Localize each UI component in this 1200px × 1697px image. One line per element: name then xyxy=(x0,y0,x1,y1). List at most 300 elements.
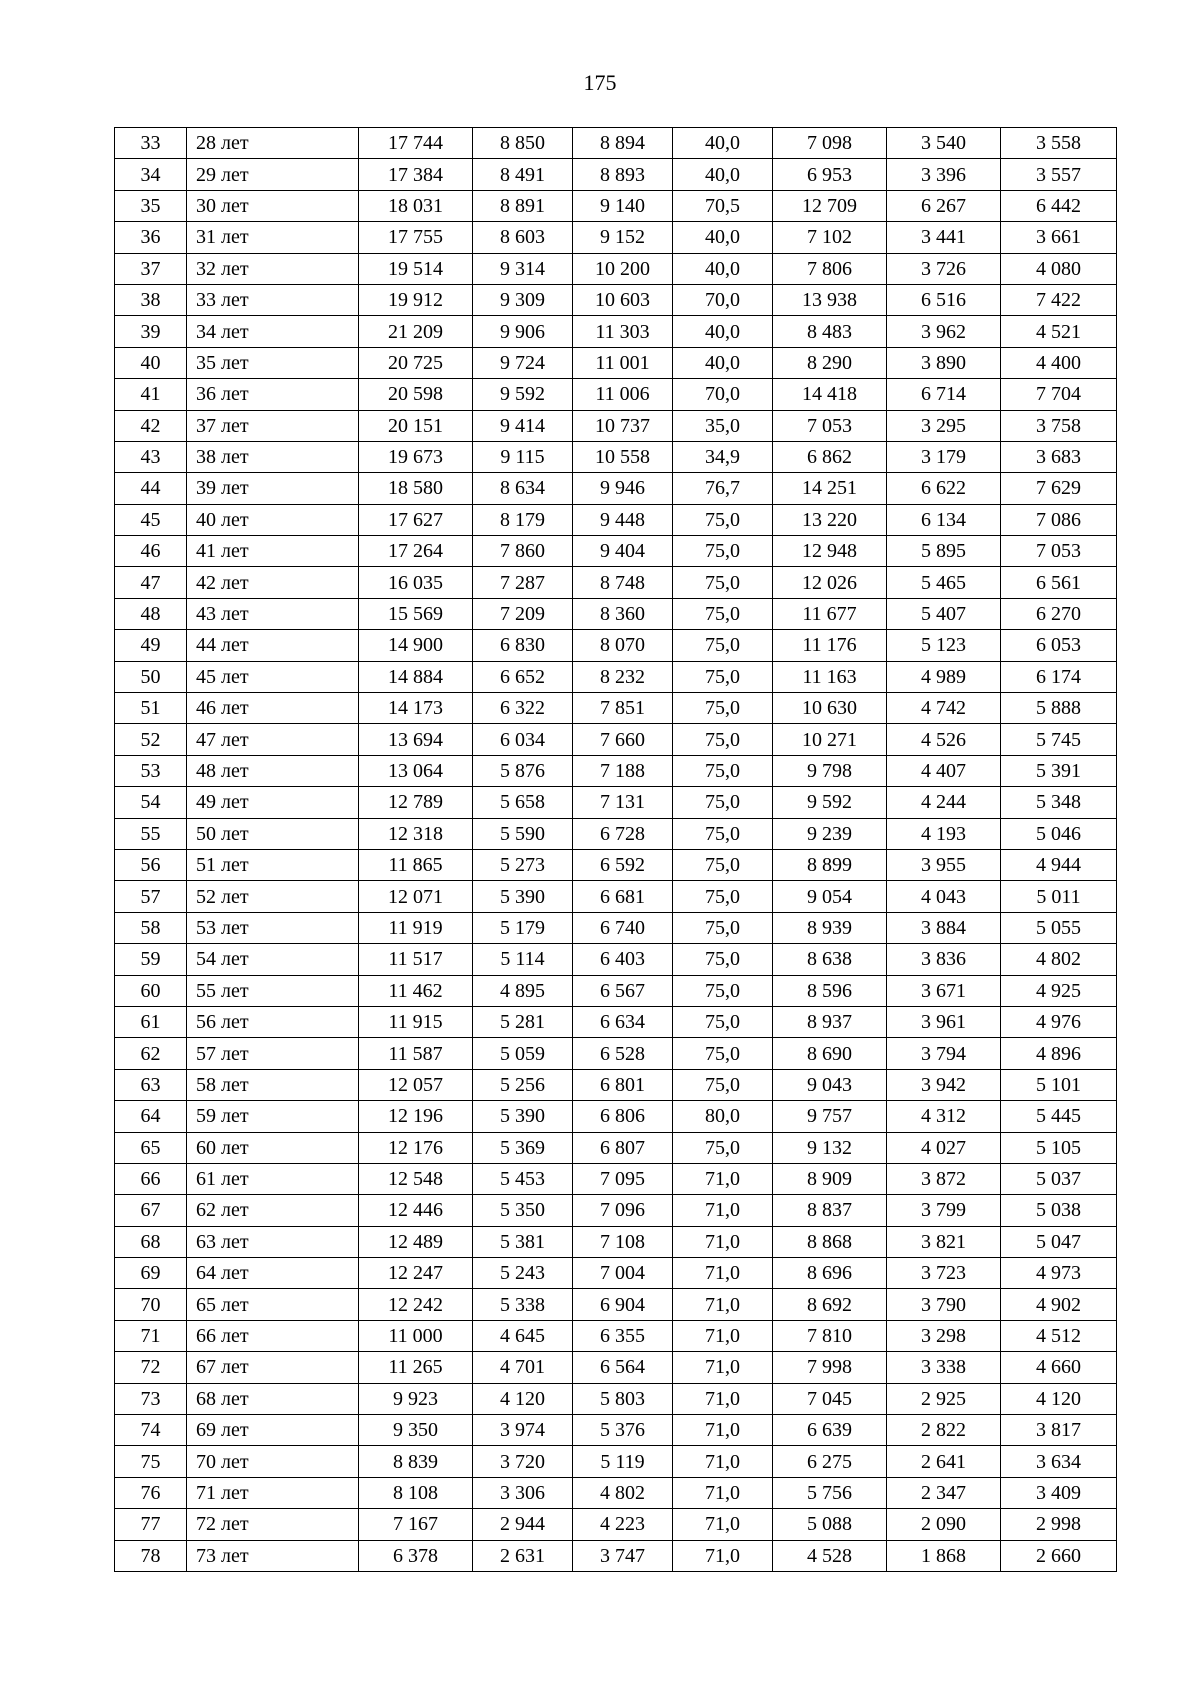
value-cell: 3 794 xyxy=(887,1038,1001,1069)
value-cell: 11 000 xyxy=(359,1320,473,1351)
table-row xyxy=(115,128,1117,159)
value-cell: 6 714 xyxy=(887,379,1001,410)
value-cell: 6 639 xyxy=(773,1415,887,1446)
table-row xyxy=(115,975,1117,1006)
value-cell: 71,0 xyxy=(673,1258,773,1289)
age-cell: 49 лет xyxy=(187,787,359,818)
value-cell: 9 115 xyxy=(473,441,573,472)
row-number-cell: 45 xyxy=(115,504,187,535)
row-number-cell: 64 xyxy=(115,1101,187,1132)
value-cell: 12 071 xyxy=(359,881,473,912)
value-cell: 10 603 xyxy=(573,284,673,315)
value-cell: 4 526 xyxy=(887,724,1001,755)
value-cell: 9 132 xyxy=(773,1132,887,1163)
value-cell: 7 209 xyxy=(473,598,573,629)
row-number-cell: 57 xyxy=(115,881,187,912)
row-number-cell: 50 xyxy=(115,661,187,692)
value-cell: 6 634 xyxy=(573,1006,673,1037)
age-cell: 45 лет xyxy=(187,661,359,692)
value-cell: 6 134 xyxy=(887,504,1001,535)
value-cell: 75,0 xyxy=(673,944,773,975)
value-cell: 4 973 xyxy=(1001,1258,1117,1289)
value-cell: 6 270 xyxy=(1001,598,1117,629)
value-cell: 71,0 xyxy=(673,1383,773,1414)
value-cell: 12 789 xyxy=(359,787,473,818)
value-cell: 11 163 xyxy=(773,661,887,692)
value-cell: 3 298 xyxy=(887,1320,1001,1351)
value-cell: 3 720 xyxy=(473,1446,573,1477)
value-cell: 3 558 xyxy=(1001,128,1117,159)
value-cell: 75,0 xyxy=(673,661,773,692)
value-cell: 71,0 xyxy=(673,1289,773,1320)
value-cell: 7 108 xyxy=(573,1226,673,1257)
table-row xyxy=(115,1258,1117,1289)
table-row xyxy=(115,1509,1117,1540)
value-cell: 6 403 xyxy=(573,944,673,975)
value-cell: 75,0 xyxy=(673,598,773,629)
value-cell: 19 673 xyxy=(359,441,473,472)
value-cell: 75,0 xyxy=(673,849,773,880)
value-cell: 4 742 xyxy=(887,693,1001,724)
value-cell: 4 989 xyxy=(887,661,1001,692)
row-number-cell: 42 xyxy=(115,410,187,441)
value-cell: 2 944 xyxy=(473,1509,573,1540)
value-cell: 3 747 xyxy=(573,1540,673,1571)
table-row xyxy=(115,1006,1117,1037)
value-cell: 8 483 xyxy=(773,316,887,347)
value-cell: 2 822 xyxy=(887,1415,1001,1446)
value-cell: 8 937 xyxy=(773,1006,887,1037)
age-cell: 31 лет xyxy=(187,222,359,253)
value-cell: 14 884 xyxy=(359,661,473,692)
row-number-cell: 43 xyxy=(115,441,187,472)
row-number-cell: 69 xyxy=(115,1258,187,1289)
table-row xyxy=(115,1101,1117,1132)
table-row xyxy=(115,473,1117,504)
value-cell: 5 101 xyxy=(1001,1069,1117,1100)
value-cell: 4 902 xyxy=(1001,1289,1117,1320)
value-cell: 7 806 xyxy=(773,253,887,284)
value-cell: 75,0 xyxy=(673,504,773,535)
age-cell: 68 лет xyxy=(187,1383,359,1414)
value-cell: 5 381 xyxy=(473,1226,573,1257)
table-row xyxy=(115,1195,1117,1226)
value-cell: 8 108 xyxy=(359,1477,473,1508)
value-cell: 11 303 xyxy=(573,316,673,347)
value-cell: 8 839 xyxy=(359,1446,473,1477)
value-cell: 3 790 xyxy=(887,1289,1001,1320)
row-number-cell: 39 xyxy=(115,316,187,347)
value-cell: 3 557 xyxy=(1001,159,1117,190)
value-cell: 3 540 xyxy=(887,128,1001,159)
value-cell: 75,0 xyxy=(673,1038,773,1069)
value-cell: 3 961 xyxy=(887,1006,1001,1037)
value-cell: 7 086 xyxy=(1001,504,1117,535)
row-number-cell: 47 xyxy=(115,567,187,598)
age-cell: 44 лет xyxy=(187,630,359,661)
table-row xyxy=(115,536,1117,567)
value-cell: 5 273 xyxy=(473,849,573,880)
table-row xyxy=(115,849,1117,880)
value-cell: 3 974 xyxy=(473,1415,573,1446)
row-number-cell: 58 xyxy=(115,912,187,943)
age-cell: 47 лет xyxy=(187,724,359,755)
row-number-cell: 44 xyxy=(115,473,187,504)
value-cell: 8 290 xyxy=(773,347,887,378)
value-cell: 3 817 xyxy=(1001,1415,1117,1446)
value-cell: 9 404 xyxy=(573,536,673,567)
value-cell: 5 123 xyxy=(887,630,1001,661)
value-cell: 17 627 xyxy=(359,504,473,535)
value-cell: 8 696 xyxy=(773,1258,887,1289)
value-cell: 5 745 xyxy=(1001,724,1117,755)
value-cell: 2 347 xyxy=(887,1477,1001,1508)
value-cell: 9 239 xyxy=(773,818,887,849)
row-number-cell: 67 xyxy=(115,1195,187,1226)
value-cell: 3 441 xyxy=(887,222,1001,253)
table-row xyxy=(115,284,1117,315)
value-cell: 70,0 xyxy=(673,284,773,315)
value-cell: 8 692 xyxy=(773,1289,887,1320)
value-cell: 17 755 xyxy=(359,222,473,253)
data-table xyxy=(114,127,1117,1572)
value-cell: 4 512 xyxy=(1001,1320,1117,1351)
table-row xyxy=(115,159,1117,190)
age-cell: 51 лет xyxy=(187,849,359,880)
value-cell: 3 890 xyxy=(887,347,1001,378)
value-cell: 6 652 xyxy=(473,661,573,692)
table-row xyxy=(115,347,1117,378)
row-number-cell: 46 xyxy=(115,536,187,567)
value-cell: 8 850 xyxy=(473,128,573,159)
age-cell: 60 лет xyxy=(187,1132,359,1163)
value-cell: 1 868 xyxy=(887,1540,1001,1571)
table-row xyxy=(115,567,1117,598)
value-cell: 5 658 xyxy=(473,787,573,818)
value-cell: 6 592 xyxy=(573,849,673,880)
value-cell: 3 409 xyxy=(1001,1477,1117,1508)
value-cell: 71,0 xyxy=(673,1540,773,1571)
age-cell: 73 лет xyxy=(187,1540,359,1571)
value-cell: 4 080 xyxy=(1001,253,1117,284)
value-cell: 6 904 xyxy=(573,1289,673,1320)
value-cell: 7 188 xyxy=(573,755,673,786)
value-cell: 12 176 xyxy=(359,1132,473,1163)
age-cell: 69 лет xyxy=(187,1415,359,1446)
table-row xyxy=(115,504,1117,535)
value-cell: 71,0 xyxy=(673,1226,773,1257)
age-cell: 67 лет xyxy=(187,1352,359,1383)
value-cell: 5 011 xyxy=(1001,881,1117,912)
value-cell: 4 802 xyxy=(1001,944,1117,975)
value-cell: 3 872 xyxy=(887,1163,1001,1194)
value-cell: 75,0 xyxy=(673,1132,773,1163)
row-number-cell: 52 xyxy=(115,724,187,755)
table-row xyxy=(115,1415,1117,1446)
value-cell: 5 391 xyxy=(1001,755,1117,786)
value-cell: 4 400 xyxy=(1001,347,1117,378)
table-row xyxy=(115,1477,1117,1508)
row-number-cell: 75 xyxy=(115,1446,187,1477)
table-row xyxy=(115,1320,1117,1351)
value-cell: 7 422 xyxy=(1001,284,1117,315)
value-cell: 9 906 xyxy=(473,316,573,347)
value-cell: 4 120 xyxy=(1001,1383,1117,1414)
value-cell: 14 251 xyxy=(773,473,887,504)
table-row xyxy=(115,630,1117,661)
value-cell: 4 802 xyxy=(573,1477,673,1508)
value-cell: 6 728 xyxy=(573,818,673,849)
value-cell: 9 350 xyxy=(359,1415,473,1446)
value-cell: 3 726 xyxy=(887,253,1001,284)
value-cell: 4 521 xyxy=(1001,316,1117,347)
value-cell: 8 891 xyxy=(473,190,573,221)
age-cell: 64 лет xyxy=(187,1258,359,1289)
table-row xyxy=(115,1132,1117,1163)
value-cell: 9 314 xyxy=(473,253,573,284)
value-cell: 7 098 xyxy=(773,128,887,159)
value-cell: 3 683 xyxy=(1001,441,1117,472)
value-cell: 3 758 xyxy=(1001,410,1117,441)
value-cell: 9 414 xyxy=(473,410,573,441)
value-cell: 6 953 xyxy=(773,159,887,190)
value-cell: 3 799 xyxy=(887,1195,1001,1226)
age-cell: 57 лет xyxy=(187,1038,359,1069)
value-cell: 5 465 xyxy=(887,567,1001,598)
value-cell: 3 338 xyxy=(887,1352,1001,1383)
age-cell: 36 лет xyxy=(187,379,359,410)
value-cell: 5 756 xyxy=(773,1477,887,1508)
value-cell: 2 925 xyxy=(887,1383,1001,1414)
row-number-cell: 78 xyxy=(115,1540,187,1571)
value-cell: 5 390 xyxy=(473,881,573,912)
value-cell: 8 491 xyxy=(473,159,573,190)
value-cell: 9 946 xyxy=(573,473,673,504)
value-cell: 71,0 xyxy=(673,1446,773,1477)
age-cell: 62 лет xyxy=(187,1195,359,1226)
value-cell: 6 740 xyxy=(573,912,673,943)
value-cell: 12 026 xyxy=(773,567,887,598)
value-cell: 10 200 xyxy=(573,253,673,284)
value-cell: 5 590 xyxy=(473,818,573,849)
value-cell: 13 694 xyxy=(359,724,473,755)
value-cell: 12 446 xyxy=(359,1195,473,1226)
table-row xyxy=(115,1163,1117,1194)
value-cell: 14 900 xyxy=(359,630,473,661)
table-row xyxy=(115,190,1117,221)
age-cell: 59 лет xyxy=(187,1101,359,1132)
age-cell: 41 лет xyxy=(187,536,359,567)
value-cell: 71,0 xyxy=(673,1320,773,1351)
value-cell: 71,0 xyxy=(673,1415,773,1446)
table-row xyxy=(115,1352,1117,1383)
value-cell: 4 120 xyxy=(473,1383,573,1414)
value-cell: 5 390 xyxy=(473,1101,573,1132)
value-cell: 8 179 xyxy=(473,504,573,535)
age-cell: 28 лет xyxy=(187,128,359,159)
age-cell: 55 лет xyxy=(187,975,359,1006)
value-cell: 18 031 xyxy=(359,190,473,221)
value-cell: 10 630 xyxy=(773,693,887,724)
value-cell: 20 725 xyxy=(359,347,473,378)
age-cell: 34 лет xyxy=(187,316,359,347)
value-cell: 5 038 xyxy=(1001,1195,1117,1226)
value-cell: 4 976 xyxy=(1001,1006,1117,1037)
value-cell: 9 152 xyxy=(573,222,673,253)
value-cell: 5 179 xyxy=(473,912,573,943)
value-cell: 2 660 xyxy=(1001,1540,1117,1571)
value-cell: 75,0 xyxy=(673,1069,773,1100)
value-cell: 5 055 xyxy=(1001,912,1117,943)
value-cell: 9 724 xyxy=(473,347,573,378)
value-cell: 7 810 xyxy=(773,1320,887,1351)
value-cell: 8 899 xyxy=(773,849,887,880)
value-cell: 3 723 xyxy=(887,1258,1001,1289)
row-number-cell: 70 xyxy=(115,1289,187,1320)
age-cell: 71 лет xyxy=(187,1477,359,1508)
value-cell: 7 045 xyxy=(773,1383,887,1414)
page-number: 175 xyxy=(583,70,617,95)
value-cell: 6 567 xyxy=(573,975,673,1006)
value-cell: 14 173 xyxy=(359,693,473,724)
value-cell: 10 558 xyxy=(573,441,673,472)
value-cell: 4 027 xyxy=(887,1132,1001,1163)
table-row xyxy=(115,410,1117,441)
row-number-cell: 65 xyxy=(115,1132,187,1163)
value-cell: 4 244 xyxy=(887,787,1001,818)
value-cell: 15 569 xyxy=(359,598,473,629)
row-number-cell: 61 xyxy=(115,1006,187,1037)
value-cell: 75,0 xyxy=(673,724,773,755)
value-cell: 8 837 xyxy=(773,1195,887,1226)
value-cell: 12 242 xyxy=(359,1289,473,1320)
age-cell: 46 лет xyxy=(187,693,359,724)
value-cell: 13 938 xyxy=(773,284,887,315)
age-cell: 53 лет xyxy=(187,912,359,943)
table-row xyxy=(115,1446,1117,1477)
value-cell: 7 102 xyxy=(773,222,887,253)
value-cell: 11 587 xyxy=(359,1038,473,1069)
row-number-cell: 73 xyxy=(115,1383,187,1414)
value-cell: 4 193 xyxy=(887,818,1001,849)
value-cell: 5 803 xyxy=(573,1383,673,1414)
value-cell: 40,0 xyxy=(673,159,773,190)
value-cell: 4 895 xyxy=(473,975,573,1006)
value-cell: 4 896 xyxy=(1001,1038,1117,1069)
value-cell: 7 096 xyxy=(573,1195,673,1226)
value-cell: 5 350 xyxy=(473,1195,573,1226)
value-cell: 12 318 xyxy=(359,818,473,849)
value-cell: 34,9 xyxy=(673,441,773,472)
value-cell: 4 701 xyxy=(473,1352,573,1383)
value-cell: 6 622 xyxy=(887,473,1001,504)
value-cell: 5 281 xyxy=(473,1006,573,1037)
value-cell: 4 645 xyxy=(473,1320,573,1351)
value-cell: 8 232 xyxy=(573,661,673,692)
value-cell: 40,0 xyxy=(673,316,773,347)
age-cell: 35 лет xyxy=(187,347,359,378)
value-cell: 8 603 xyxy=(473,222,573,253)
value-cell: 8 596 xyxy=(773,975,887,1006)
value-cell: 7 131 xyxy=(573,787,673,818)
value-cell: 20 598 xyxy=(359,379,473,410)
value-cell: 4 528 xyxy=(773,1540,887,1571)
value-cell: 75,0 xyxy=(673,881,773,912)
age-cell: 50 лет xyxy=(187,818,359,849)
value-cell: 71,0 xyxy=(673,1509,773,1540)
value-cell: 6 174 xyxy=(1001,661,1117,692)
value-cell: 8 909 xyxy=(773,1163,887,1194)
age-cell: 52 лет xyxy=(187,881,359,912)
value-cell: 11 517 xyxy=(359,944,473,975)
age-cell: 40 лет xyxy=(187,504,359,535)
age-cell: 37 лет xyxy=(187,410,359,441)
value-cell: 12 489 xyxy=(359,1226,473,1257)
age-cell: 42 лет xyxy=(187,567,359,598)
value-cell: 12 948 xyxy=(773,536,887,567)
table-row xyxy=(115,1383,1117,1414)
value-cell: 8 748 xyxy=(573,567,673,598)
value-cell: 7 287 xyxy=(473,567,573,598)
value-cell: 75,0 xyxy=(673,1006,773,1037)
value-cell: 8 360 xyxy=(573,598,673,629)
value-cell: 3 661 xyxy=(1001,222,1117,253)
table-row xyxy=(115,693,1117,724)
table-row xyxy=(115,316,1117,347)
value-cell: 5 046 xyxy=(1001,818,1117,849)
row-number-cell: 56 xyxy=(115,849,187,880)
value-cell: 5 348 xyxy=(1001,787,1117,818)
value-cell: 4 312 xyxy=(887,1101,1001,1132)
value-cell: 6 053 xyxy=(1001,630,1117,661)
value-cell: 5 256 xyxy=(473,1069,573,1100)
row-number-cell: 76 xyxy=(115,1477,187,1508)
table-row xyxy=(115,787,1117,818)
value-cell: 6 355 xyxy=(573,1320,673,1351)
value-cell: 3 821 xyxy=(887,1226,1001,1257)
value-cell: 5 114 xyxy=(473,944,573,975)
row-number-cell: 49 xyxy=(115,630,187,661)
row-number-cell: 35 xyxy=(115,190,187,221)
row-number-cell: 53 xyxy=(115,755,187,786)
value-cell: 8 939 xyxy=(773,912,887,943)
value-cell: 11 919 xyxy=(359,912,473,943)
value-cell: 8 893 xyxy=(573,159,673,190)
value-cell: 71,0 xyxy=(673,1195,773,1226)
value-cell: 12 196 xyxy=(359,1101,473,1132)
value-cell: 6 801 xyxy=(573,1069,673,1100)
value-cell: 7 004 xyxy=(573,1258,673,1289)
value-cell: 21 209 xyxy=(359,316,473,347)
value-cell: 10 271 xyxy=(773,724,887,755)
value-cell: 17 264 xyxy=(359,536,473,567)
value-cell: 9 798 xyxy=(773,755,887,786)
value-cell: 5 119 xyxy=(573,1446,673,1477)
table-row xyxy=(115,441,1117,472)
value-cell: 6 561 xyxy=(1001,567,1117,598)
value-cell: 6 267 xyxy=(887,190,1001,221)
value-cell: 19 912 xyxy=(359,284,473,315)
age-cell: 38 лет xyxy=(187,441,359,472)
value-cell: 12 709 xyxy=(773,190,887,221)
value-cell: 8 690 xyxy=(773,1038,887,1069)
value-cell: 75,0 xyxy=(673,567,773,598)
age-cell: 32 лет xyxy=(187,253,359,284)
value-cell: 14 418 xyxy=(773,379,887,410)
value-cell: 3 962 xyxy=(887,316,1001,347)
value-cell: 75,0 xyxy=(673,787,773,818)
row-number-cell: 74 xyxy=(115,1415,187,1446)
